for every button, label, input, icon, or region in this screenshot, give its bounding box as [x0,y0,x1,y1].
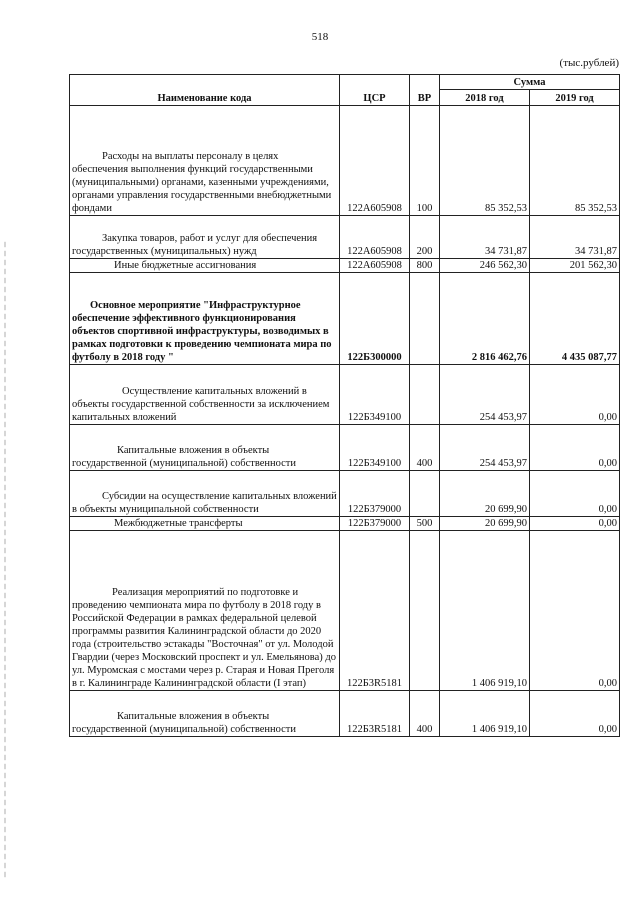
row-name: Реализация мероприятий по подготовке и проведению чемпионата мира по футболу в 2018 году в Российской Федерации в рамках федеральной целевой программы развития Калининградской области до 2020 года (строительство эстакады "Восточная" от ул. Молодой Гвардии (через Московский проспект и ул. Емельянова) до ул. Муромская с мостами через р. Старая и Новая Преголя в г. Калининграде Калининградской области (I этап) [70,531,340,691]
row-name: Осуществление капитальных вложений в объекты государственной собственности за исключением капитальных вложений [70,365,340,425]
row-vr: 400 [410,425,440,471]
row-2018: 246 562,30 [440,259,530,273]
row-2019: 0,00 [530,471,620,517]
row-vr [410,531,440,691]
row-2018: 1 406 919,10 [440,691,530,737]
row-2018: 20 699,90 [440,471,530,517]
row-2019: 0,00 [530,517,620,531]
row-2018: 254 453,97 [440,365,530,425]
header-csr: ЦСР [340,75,410,106]
header-name: Наименование кода [70,75,340,106]
table-row [70,517,620,531]
row-2019: 34 731,87 [530,216,620,259]
header-vr: ВР [410,75,440,106]
table-row [70,216,620,259]
row-2018: 20 699,90 [440,517,530,531]
binding-edge-marks [4,240,6,880]
row-csr: 122Б3R5181 [340,691,410,737]
header-sum: Сумма [440,75,620,90]
header-year-2019: 2019 год [530,90,620,106]
row-name: Субсидии на осуществление капитальных вложений в объекты муниципальной собственности [70,471,340,517]
header-year-2018: 2018 год [440,90,530,106]
row-name: Иные бюджетные ассигнования [70,259,340,273]
table-row [70,425,620,471]
row-2019: 0,00 [530,691,620,737]
row-2019: 0,00 [530,365,620,425]
row-2018: 85 352,53 [440,106,530,216]
row-2019: 4 435 087,77 [530,273,620,365]
row-2018: 2 816 462,76 [440,273,530,365]
row-csr: 122А605908 [340,106,410,216]
row-name: Межбюджетные трансферты [70,517,340,531]
budget-table [69,74,620,737]
row-csr: 122Б349100 [340,365,410,425]
row-2018: 254 453,97 [440,425,530,471]
row-2019: 201 562,30 [530,259,620,273]
row-name: Расходы на выплаты персоналу в целях обеспечения выполнения функций государственными (муниципальными) органами, казенными учреждениями, органами управления государственными внебюджетными фондами [70,106,340,216]
table-row [70,273,620,365]
unit-note: (тыс.рублей) [559,57,619,69]
row-name: Закупка товаров, работ и услуг для обеспечения государственных (муниципальных) нужд [70,216,340,259]
row-vr [410,273,440,365]
row-csr: 122А605908 [340,259,410,273]
row-vr: 100 [410,106,440,216]
row-2018: 1 406 919,10 [440,531,530,691]
row-vr: 400 [410,691,440,737]
row-csr: 122Б379000 [340,517,410,531]
row-csr: 122Б3R5181 [340,531,410,691]
row-vr: 800 [410,259,440,273]
table-row [70,259,620,273]
row-vr [410,365,440,425]
row-vr: 200 [410,216,440,259]
row-name: Основное мероприятие "Инфраструктурное обеспечение эффективного функционирования объектов спортивной инфраструктуры, возводимых в рамках подготовки к проведению чемпионата мира по футболу в 2018 году " [70,273,340,365]
row-csr: 122Б349100 [340,425,410,471]
row-vr [410,471,440,517]
row-csr: 122Б379000 [340,471,410,517]
row-2019: 0,00 [530,425,620,471]
row-vr: 500 [410,517,440,531]
row-2019: 85 352,53 [530,106,620,216]
row-2018: 34 731,87 [440,216,530,259]
table-row [70,365,620,425]
table-row [70,531,620,691]
row-csr: 122А605908 [340,216,410,259]
row-2019: 0,00 [530,531,620,691]
table-row [70,471,620,517]
row-name: Капитальные вложения в объекты государственной (муниципальной) собственности [70,425,340,471]
table-row [70,691,620,737]
row-csr: 122Б300000 [340,273,410,365]
table-row [70,106,620,216]
row-name: Капитальные вложения в объекты государственной (муниципальной) собственности [70,691,340,737]
page-number: 518 [311,31,329,43]
